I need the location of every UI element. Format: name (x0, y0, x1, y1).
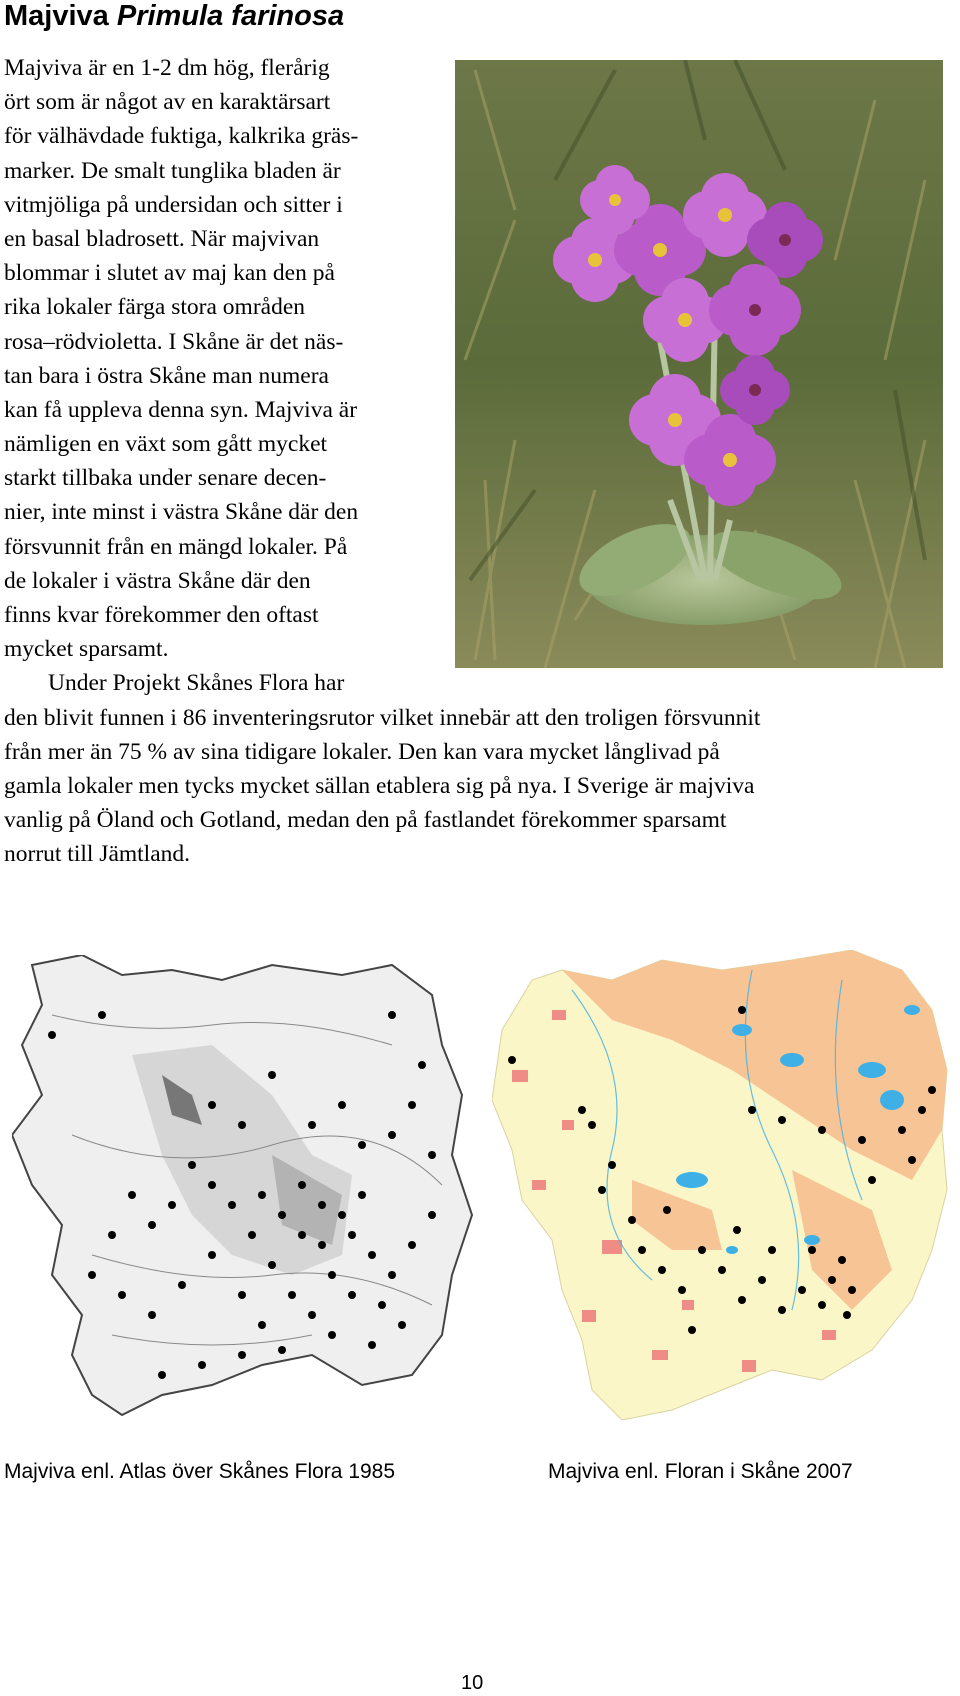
page-number: 10 (461, 1672, 484, 1694)
text-line: rosa–rödvioletta. I Skåne är det näs- (4, 328, 344, 355)
text-line: vitmjöliga på undersidan och sitter i (4, 191, 343, 218)
text-line: från mer än 75 % av sina tidigare lokaler. Den kan vara mycket långlivad på (4, 738, 720, 765)
map-floran-2007 (492, 950, 952, 1420)
text-line: marker. De smalt tunglika bladen är (4, 157, 341, 184)
text-line: blommar i slutet av maj kan den på (4, 260, 335, 287)
text-line: nier, inte minst i västra Skåne där den (4, 499, 359, 526)
text-line: vanlig på Öland och Gotland, medan den på fastlandet förekommer sparsamt (4, 807, 727, 834)
text-line: norrut till Jämtland. (4, 841, 191, 868)
skane-map-colour (492, 950, 952, 1420)
text-line: Under Projekt Skånes Flora har (48, 670, 345, 697)
text-line: finns kvar förekommer den oftast (4, 602, 319, 628)
text-line: försvunnit från en mängd lokaler. På (4, 533, 348, 560)
text-line: ört som är något av en karaktärsart (4, 89, 331, 116)
flower-illustration (455, 60, 943, 668)
primula-flower-photo (455, 60, 943, 668)
text-line: starkt tillbaka under senare decen- (4, 465, 327, 492)
text-line: en basal bladrosett. När majvivan (4, 225, 320, 252)
text-line: de lokaler i västra Skåne där den (4, 567, 311, 594)
text-line: gamla lokaler men tycks mycket sällan etablera sig på nya. I Sverige är majviva (4, 772, 755, 799)
text-line: rika lokaler färga stora områden (4, 294, 306, 321)
caption-atlas-1985: Majviva enl. Atlas över Skånes Flora 1985 (4, 1460, 396, 1483)
text-line: nämligen en växt som gått mycket (4, 431, 328, 458)
text-line: den blivit funnen i 86 inventeringsrutor vilket innebär att den troligen försvunnit (4, 704, 761, 731)
skane-map-grayscale (12, 955, 482, 1425)
text-line: Majviva är en 1-2 dm hög, flerårig (4, 55, 330, 81)
text-line: kan få uppleva denna syn. Majviva är (4, 396, 358, 423)
map-atlas-1985 (12, 955, 482, 1425)
caption-floran-2007: Majviva enl. Floran i Skåne 2007 (548, 1460, 853, 1483)
title-common-name: Majviva (4, 0, 109, 32)
text-line: tan bara i östra Skåne man numera (4, 362, 329, 389)
text-line: mycket sparsamt. (4, 636, 169, 663)
title-latin-name: Primula farinosa (116, 0, 345, 32)
page-title (4, 0, 344, 33)
text-line: för välhävdade fuktiga, kalkrika gräs- (4, 123, 359, 150)
